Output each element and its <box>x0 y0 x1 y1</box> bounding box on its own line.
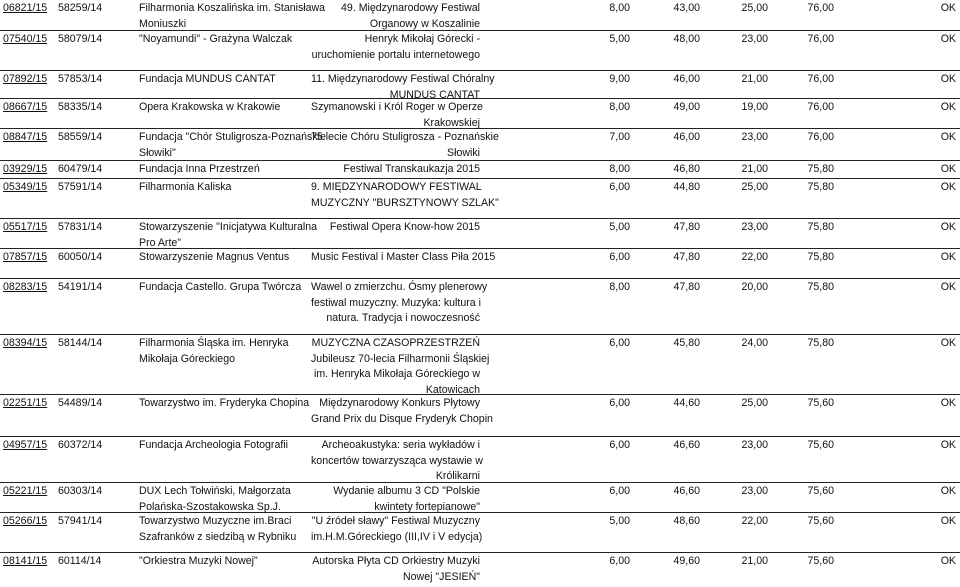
project-title-line: Jubileusz 70-lecia Filharmonii Śląskiej <box>311 352 490 365</box>
score-total: 76,00 <box>807 101 834 113</box>
applicant-name <box>139 250 289 266</box>
table-row <box>0 482 960 513</box>
table-row <box>0 248 960 279</box>
project-title <box>311 100 483 131</box>
applicant-name-line: "Orkiestra Muzyki Nowej" <box>139 555 258 567</box>
score-3: 21,00 <box>741 73 768 85</box>
score-3: 22,00 <box>741 515 768 527</box>
applicant-name-line: Fundacja Castello. Grupa Twórcza <box>139 281 302 293</box>
score-1: 5,00 <box>609 515 630 527</box>
application-id: 07892/15 <box>3 73 48 85</box>
project-title-line: MUNDUS CANTAT <box>389 88 480 101</box>
project-title-line: Autorska Płyta CD Orkiestry Muzyki <box>312 555 480 567</box>
table-row <box>0 552 960 587</box>
applicant-name-line: "Noyamundi" - Grażyna Walczak <box>139 33 293 45</box>
score-3: 23,00 <box>741 131 768 143</box>
score-3: 25,00 <box>741 181 768 193</box>
project-title-line: natura. Tradycja i nowoczesność <box>326 312 480 324</box>
score-2: 46,80 <box>673 163 700 175</box>
score-3: 20,00 <box>741 281 768 293</box>
applicant-name <box>139 280 301 296</box>
applicant-name-line: Mikołaja Góreckiego <box>139 352 235 365</box>
score-total: 75,60 <box>807 485 834 497</box>
project-title-line: uruchomienie portalu internetowego <box>311 48 480 61</box>
applicant-name-line: Filharmonia Koszalińska im. Stanisława <box>139 2 326 14</box>
score-2: 44,60 <box>673 397 700 409</box>
score-3: 23,00 <box>741 33 768 45</box>
applicant-name-line: Polańska-Szostakowska Sp.J. <box>139 500 281 513</box>
table-row <box>0 436 960 483</box>
score-total: 76,00 <box>807 131 834 143</box>
applicant-name-line: Towarzystwo im. Fryderyka Chopina <box>139 397 310 409</box>
project-title <box>311 32 480 63</box>
status-badge: OK <box>940 101 956 113</box>
table-row <box>0 178 960 219</box>
score-2: 46,60 <box>673 439 700 451</box>
applicant-name-line: Stowarzyszenie Magnus Ventus <box>139 251 290 263</box>
status-badge: OK <box>940 221 956 233</box>
score-2: 43,00 <box>673 2 700 14</box>
table-row <box>0 0 960 30</box>
project-title <box>311 220 480 236</box>
applicant-name-line: Fundacja "Chór Stuligrosza-Poznańskie <box>139 131 326 143</box>
score-1: 8,00 <box>609 281 630 293</box>
score-total: 75,60 <box>807 555 834 567</box>
applicant-name-line: DUX Lech Tołwiński, Małgorzata <box>139 485 291 497</box>
applicant-name <box>139 514 296 545</box>
applicant-name <box>139 1 325 32</box>
applicant-name <box>139 32 292 48</box>
application-id: 05349/15 <box>3 181 48 193</box>
application-id: 08667/15 <box>3 101 48 113</box>
status-badge: OK <box>940 555 956 567</box>
reference-number: 60114/14 <box>58 555 102 567</box>
status-badge: OK <box>940 439 956 451</box>
applicant-name-line: Fundacja Inna Przestrzeń <box>139 163 260 175</box>
table-row <box>0 394 960 437</box>
project-title <box>311 162 480 178</box>
project-title <box>311 130 499 161</box>
score-total: 75,60 <box>807 397 834 409</box>
project-title-line: Grand Prix du Disque Fryderyk Chopin <box>311 412 493 425</box>
score-1: 9,00 <box>609 73 630 85</box>
applicant-name <box>139 438 288 454</box>
score-2: 46,00 <box>673 131 700 143</box>
score-total: 76,00 <box>807 33 834 45</box>
applicant-name <box>139 72 276 88</box>
table-row <box>0 30 960 71</box>
project-title-line: festiwal muzyczny. Muzyka: kultura i <box>311 296 481 309</box>
reference-number: 57831/14 <box>58 221 103 233</box>
score-total: 75,80 <box>807 163 834 175</box>
table-row <box>0 98 960 129</box>
applicant-name <box>139 180 231 196</box>
applicant-name <box>139 100 280 116</box>
reference-number: 60372/14 <box>58 439 103 451</box>
project-title-line: Music Festival i Master Class Piła 2015 <box>311 251 496 263</box>
score-total: 75,80 <box>807 337 834 349</box>
score-3: 21,00 <box>741 555 768 567</box>
score-1: 8,00 <box>609 163 630 175</box>
applicant-name-line: Filharmonia Śląska im. Henryka <box>139 337 289 349</box>
status-badge: OK <box>940 397 956 409</box>
project-title <box>311 396 493 427</box>
project-title <box>311 484 480 515</box>
project-title-line: 75 lecie Chóru Stuligrosza - Poznańskie <box>311 131 499 143</box>
score-3: 24,00 <box>741 337 768 349</box>
score-3: 22,00 <box>741 251 768 263</box>
score-1: 6,00 <box>609 337 630 349</box>
project-title-line: Katowicach <box>425 383 480 396</box>
applicant-name-line: Słowiki" <box>139 146 176 159</box>
score-total: 75,80 <box>807 281 834 293</box>
applicant-name-line: Opera Krakowska w Krakowie <box>139 101 281 113</box>
application-id: 05517/15 <box>3 221 48 233</box>
project-title-line: kwintety fortepianowe" <box>374 500 480 513</box>
applicant-name <box>139 130 326 161</box>
score-total: 75,80 <box>807 221 834 233</box>
reference-number: 57591/14 <box>58 181 103 193</box>
status-badge: OK <box>940 33 956 45</box>
applicant-name-line: Stowarzyszenie "Inicjatywa Kulturalna <box>139 221 318 233</box>
score-3: 23,00 <box>741 485 768 497</box>
project-title-line: Nowej "JESIEŃ" <box>403 570 480 583</box>
applicant-name <box>139 162 260 178</box>
status-badge: OK <box>940 251 956 263</box>
status-badge: OK <box>940 281 956 293</box>
score-1: 6,00 <box>609 555 630 567</box>
project-title-line: Wydanie albumu 3 CD "Polskie <box>333 485 480 497</box>
project-title-line: Festiwal Opera Know-how 2015 <box>329 221 480 233</box>
project-title-line: 11. Międzynarodowy Festiwal Chóralny <box>311 73 495 85</box>
status-badge: OK <box>940 131 956 143</box>
score-total: 75,80 <box>807 181 834 193</box>
score-2: 47,80 <box>673 251 700 263</box>
application-id: 03929/15 <box>3 163 48 175</box>
project-title-line: Organowy w Koszalinie <box>369 17 480 30</box>
applicant-name-line: Towarzystwo Muzyczne im.Braci <box>139 515 292 527</box>
application-id: 08847/15 <box>3 131 48 143</box>
applicant-name <box>139 220 317 251</box>
score-total: 75,80 <box>807 251 834 263</box>
project-title-line: Festiwal Transkaukazja 2015 <box>343 163 480 175</box>
project-title <box>311 336 490 398</box>
reference-number: 58259/14 <box>58 2 103 14</box>
project-title-line: Słowiki <box>447 146 480 159</box>
score-total: 75,60 <box>807 439 834 451</box>
project-title <box>311 554 480 585</box>
project-title <box>311 438 483 485</box>
reference-number: 54191/14 <box>58 281 103 293</box>
score-1: 6,00 <box>609 251 630 263</box>
applicant-name <box>139 336 289 367</box>
applicant-name <box>139 396 309 412</box>
score-3: 23,00 <box>741 439 768 451</box>
project-title <box>311 280 488 327</box>
project-title <box>311 250 496 266</box>
status-badge: OK <box>940 485 956 497</box>
score-2: 44,80 <box>673 181 700 193</box>
reference-number: 60050/14 <box>58 251 103 263</box>
reference-number: 60303/14 <box>58 485 103 497</box>
application-id: 07540/15 <box>3 33 48 45</box>
table-row <box>0 512 960 553</box>
score-3: 25,00 <box>741 2 768 14</box>
score-2: 48,00 <box>673 33 700 45</box>
application-id: 08141/15 <box>3 555 48 567</box>
table-row <box>0 160 960 179</box>
project-title-line: 49. Międzynarodowy Festiwal <box>341 2 480 14</box>
reference-number: 57941/14 <box>58 515 103 527</box>
application-id: 08283/15 <box>3 281 48 293</box>
score-1: 6,00 <box>609 439 630 451</box>
score-1: 5,00 <box>609 33 630 45</box>
application-id: 05221/15 <box>3 485 48 497</box>
score-3: 23,00 <box>741 221 768 233</box>
application-id: 02251/15 <box>3 397 48 409</box>
project-title-line: MUZYCZNA CZASOPRZESTRZEŃ <box>311 337 480 349</box>
project-title-line: MUZYCZNY "BURSZTYNOWY SZLAK" <box>311 196 499 209</box>
table-row <box>0 278 960 335</box>
application-id: 05266/15 <box>3 515 48 527</box>
score-2: 45,80 <box>673 337 700 349</box>
score-1: 8,00 <box>609 2 630 14</box>
project-title-line: Międzynarodowy Konkurs Płytowy <box>319 397 480 409</box>
table-row <box>0 70 960 99</box>
score-1: 6,00 <box>609 485 630 497</box>
score-2: 48,60 <box>673 515 700 527</box>
score-1: 6,00 <box>609 181 630 193</box>
score-1: 6,00 <box>609 397 630 409</box>
status-badge: OK <box>940 163 956 175</box>
table-row <box>0 334 960 395</box>
score-total: 76,00 <box>807 2 834 14</box>
project-title-line: 9. MIĘDZYNARODOWY FESTIWAL <box>311 181 482 193</box>
project-title-line: Henryk Mikołaj Górecki - <box>364 33 480 45</box>
score-3: 21,00 <box>741 163 768 175</box>
score-3: 19,00 <box>741 101 768 113</box>
application-id: 06821/15 <box>3 2 48 14</box>
status-badge: OK <box>940 73 956 85</box>
reference-number: 58144/14 <box>58 337 103 349</box>
status-badge: OK <box>940 2 956 14</box>
applicant-name-line: Szafranków z siedzibą w Rybniku <box>139 530 297 543</box>
score-1: 5,00 <box>609 221 630 233</box>
reference-number: 57853/14 <box>58 73 103 85</box>
reference-number: 58335/14 <box>58 101 103 113</box>
applicant-name-line: Filharmonia Kaliska <box>139 181 232 193</box>
project-title-line: im. Henryka Mikołaja Góreckiego w <box>313 368 480 380</box>
project-title-line: Królikarni <box>435 470 480 482</box>
project-title-line: Archeoakustyka: seria wykładów i <box>321 439 480 451</box>
score-2: 46,00 <box>673 73 700 85</box>
status-badge: OK <box>940 337 956 349</box>
project-title-line: im.H.M.Góreckiego (III,IV i V edycja) <box>311 530 483 543</box>
score-total: 75,60 <box>807 515 834 527</box>
score-1: 8,00 <box>609 101 630 113</box>
applicant-name <box>139 554 258 570</box>
project-title-line: "U źródeł sławy" Festiwal Muzyczny <box>311 515 480 527</box>
applicant-name-line: Moniuszki <box>139 17 187 30</box>
project-title-line: Krakowskiej <box>423 116 480 129</box>
score-2: 47,80 <box>673 281 700 293</box>
status-badge: OK <box>940 181 956 193</box>
application-id: 07857/15 <box>3 251 48 263</box>
reference-number: 54489/14 <box>58 397 103 409</box>
reference-number: 58079/14 <box>58 33 103 45</box>
score-1: 7,00 <box>609 131 630 143</box>
applicant-name <box>139 484 291 515</box>
score-total: 76,00 <box>807 73 834 85</box>
score-3: 25,00 <box>741 397 768 409</box>
application-id: 04957/15 <box>3 439 48 451</box>
project-title <box>311 180 499 211</box>
table-row <box>0 218 960 249</box>
score-2: 49,00 <box>673 101 700 113</box>
score-2: 46,60 <box>673 485 700 497</box>
status-badge: OK <box>940 515 956 527</box>
applicant-name-line: Fundacja Archeologia Fotografii <box>139 439 288 451</box>
project-title-line: Szymanowski i Król Roger w Operze <box>311 101 483 113</box>
applicant-name-line: Fundacja MUNDUS CANTAT <box>139 73 276 85</box>
table-row <box>0 128 960 161</box>
applicant-name-line: Pro Arte" <box>139 236 182 249</box>
application-id: 08394/15 <box>3 337 48 349</box>
score-2: 47,80 <box>673 221 700 233</box>
score-2: 49,60 <box>673 555 700 567</box>
project-title <box>311 1 480 32</box>
reference-number: 58559/14 <box>58 131 103 143</box>
project-title <box>311 514 483 545</box>
reference-number: 60479/14 <box>58 163 103 175</box>
project-title-line: koncertów towarzysząca wystawie w <box>311 454 483 467</box>
project-title-line: Wawel o zmierzchu. Ósmy plenerowy <box>311 281 488 293</box>
